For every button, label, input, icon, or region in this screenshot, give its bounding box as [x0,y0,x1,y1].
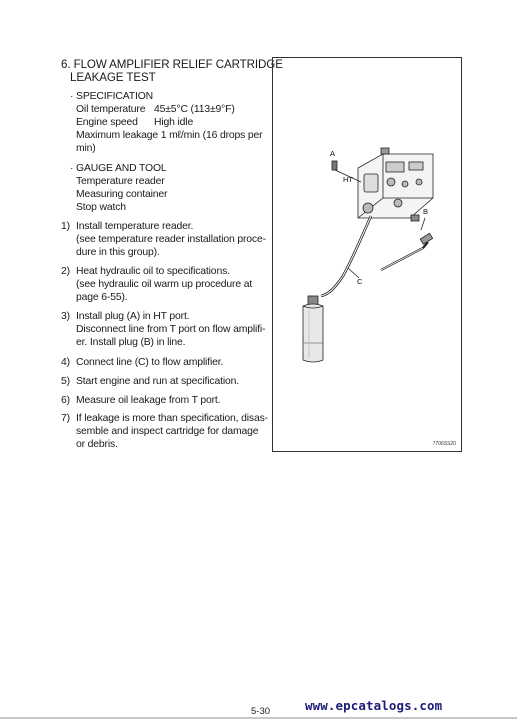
step-number: 7) [61,413,70,424]
step-text: Start engine and run at specification. [76,376,239,387]
step-text: Measure oil leakage from T port. [76,395,221,406]
step-number: 5) [61,376,70,387]
label-ht: HT [343,175,353,184]
step-number: 3) [61,311,70,322]
figure-frame [272,57,462,452]
label-b: B [423,207,429,216]
step-number: 4) [61,357,70,368]
step-number: 6) [61,395,70,406]
step-text: semble and inspect cartridge for damage [76,426,259,437]
step-text: Connect line (C) to flow amplifier. [76,357,224,368]
max-leakage-line2: min) [76,143,96,154]
step-text: Install plug (A) in HT port. [76,311,190,322]
step-text: (see temperature reader installation proce- [76,234,266,245]
figure-code: 7706SS20 [432,441,456,447]
section-title-line1: 6. FLOW AMPLIFIER RELIEF CARTRIDGE [61,58,283,71]
footer-divider [0,717,517,719]
watermark-link[interactable]: www.epcatalogs.com [305,698,443,713]
step-text: Heat hydraulic oil to specifications. [76,266,230,277]
section-title-line2: LEAKAGE TEST [70,71,156,84]
step-text: or debris. [76,439,118,450]
step-text: Disconnect line from T port on flow amplifi- [76,324,266,335]
gauge-tool-heading: · GAUGE AND TOOL [70,163,167,174]
step-number: 2) [61,266,70,277]
step-text: er. Install plug (B) in line. [76,337,186,348]
label-c: C [357,277,363,286]
step-number: 1) [61,221,70,232]
page-number: 5-30 [251,706,271,717]
oil-temperature-label: Oil temperature [76,104,146,115]
label-a: A [330,149,336,158]
step-text: (see hydraulic oil warm up procedure at [76,279,253,290]
oil-temperature-value: 45±5°C (113±9°F) [154,104,235,115]
engine-speed-value: High idle [154,117,194,128]
step-text: dure in this group). [76,247,160,258]
flow-amplifier-illustration [273,58,461,451]
step-text: Install temperature reader. [76,221,194,232]
specification-heading: · SPECIFICATION [70,91,153,102]
tool-item: Temperature reader [76,176,165,187]
tool-item: Measuring container [76,189,168,200]
step-text: If leakage is more than specification, disas- [76,413,268,424]
step-text: page 6-55). [76,292,128,303]
max-leakage-line1: Maximum leakage 1 mℓ/min (16 drops per [76,130,263,141]
engine-speed-label: Engine speed [76,117,138,128]
tool-item: Stop watch [76,202,126,213]
